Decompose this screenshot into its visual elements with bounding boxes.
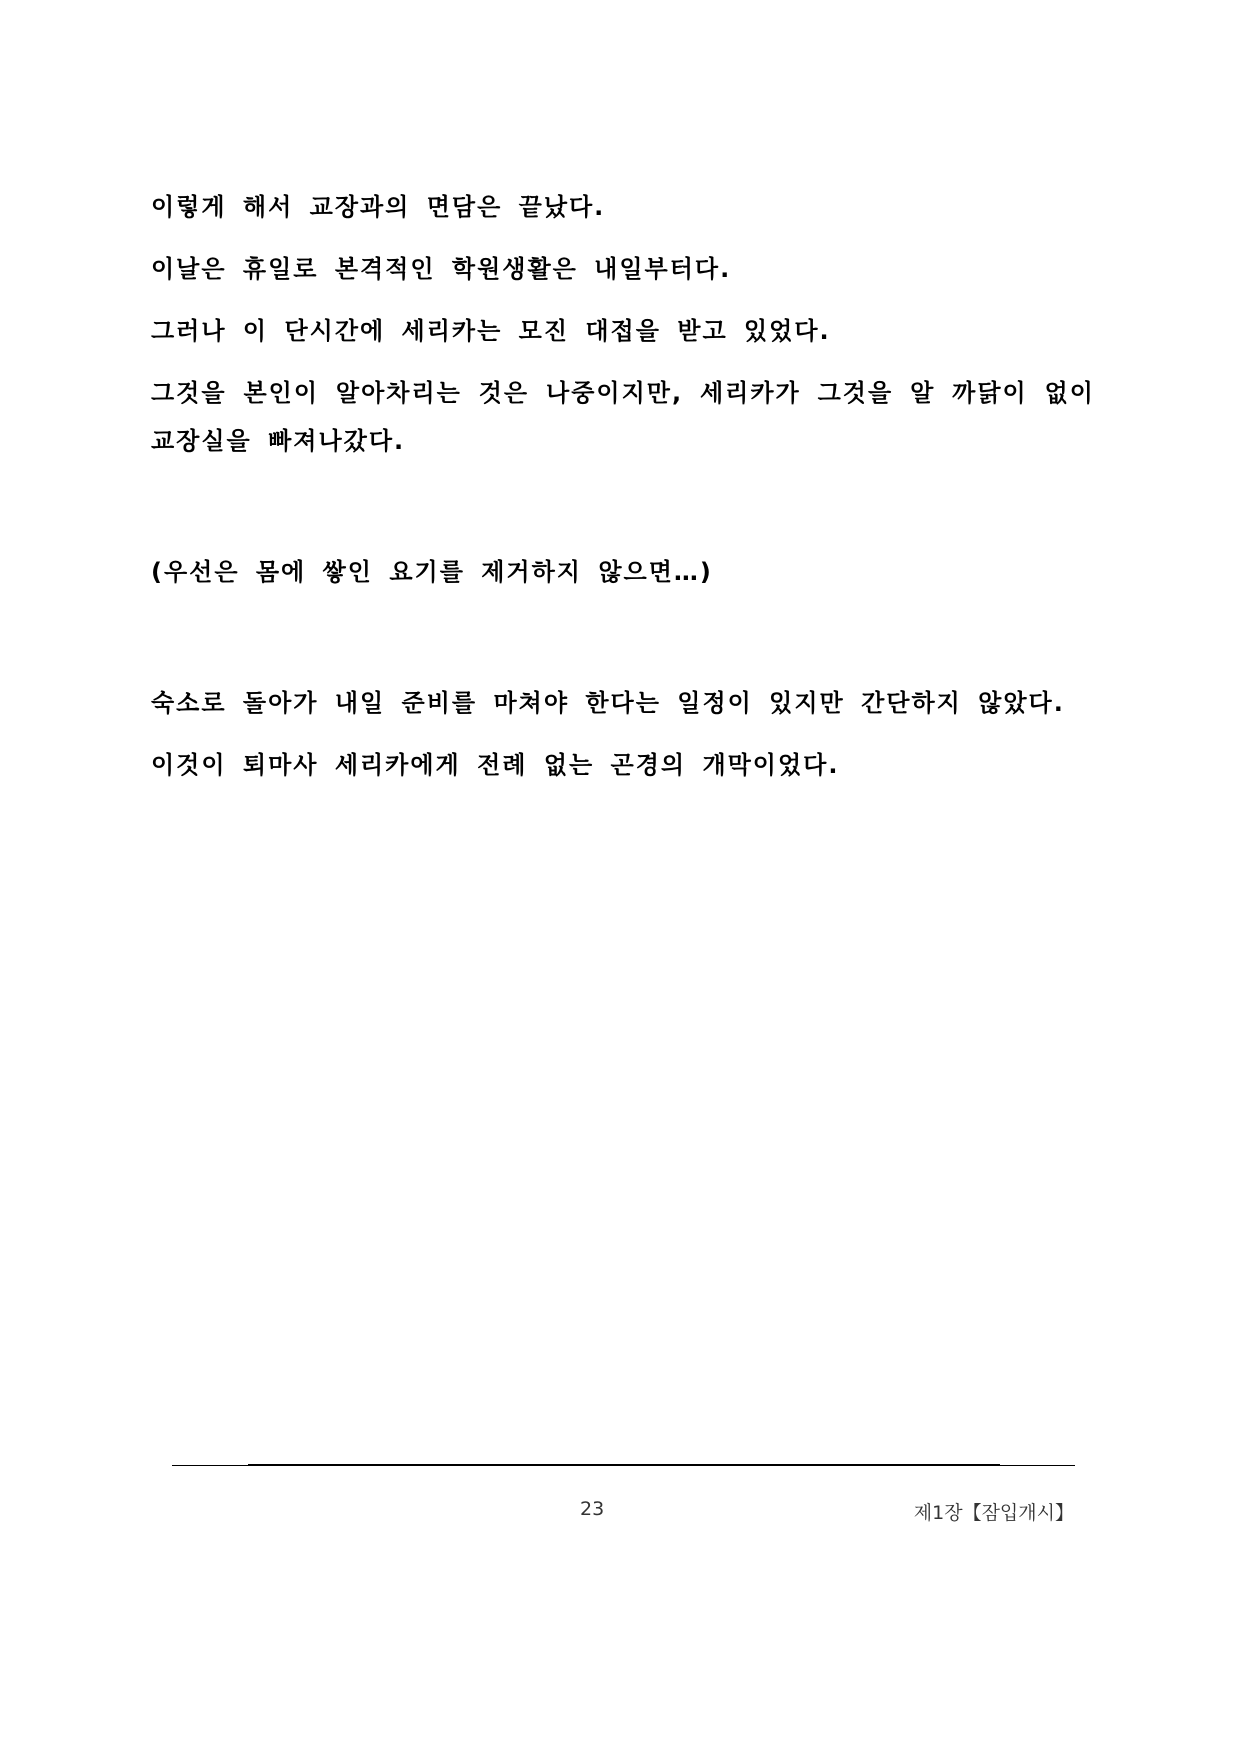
paragraph: 그러나 이 단시간에 세리카는 모진 대접을 받고 있었다. — [151, 317, 831, 345]
page-number: 23 — [580, 1498, 605, 1520]
chapter-title: 제1장【잠입개시】 — [913, 1502, 1074, 1524]
paragraph: 이렇게 해서 교장과의 면담은 끝났다. — [151, 193, 606, 221]
paragraph: 숙소로 돌아가 내일 준비를 마쳐야 한다는 일정이 있지만 간단하지 않았다. — [151, 689, 1065, 717]
paragraph: 그것을 본인이 알아차리는 것은 나중이지만, 세리카가 그것을 알 까닭이 없이 교장실을 빠져나갔다. — [151, 379, 1095, 455]
body-text — [151, 183, 1095, 789]
paragraph: (우선은 몸에 쌓인 요기를 제거하지 않으면…) — [151, 558, 713, 586]
blank-line — [151, 596, 1095, 679]
paragraph: 이것이 퇴마사 세리카에게 전례 없는 곤경의 개막이었다. — [151, 751, 840, 779]
footer-divider-accent — [248, 1464, 1000, 1466]
blank-line — [151, 465, 1095, 548]
paragraph: 이날은 휴일로 본격적인 학원생활은 내일부터다. — [151, 255, 732, 283]
